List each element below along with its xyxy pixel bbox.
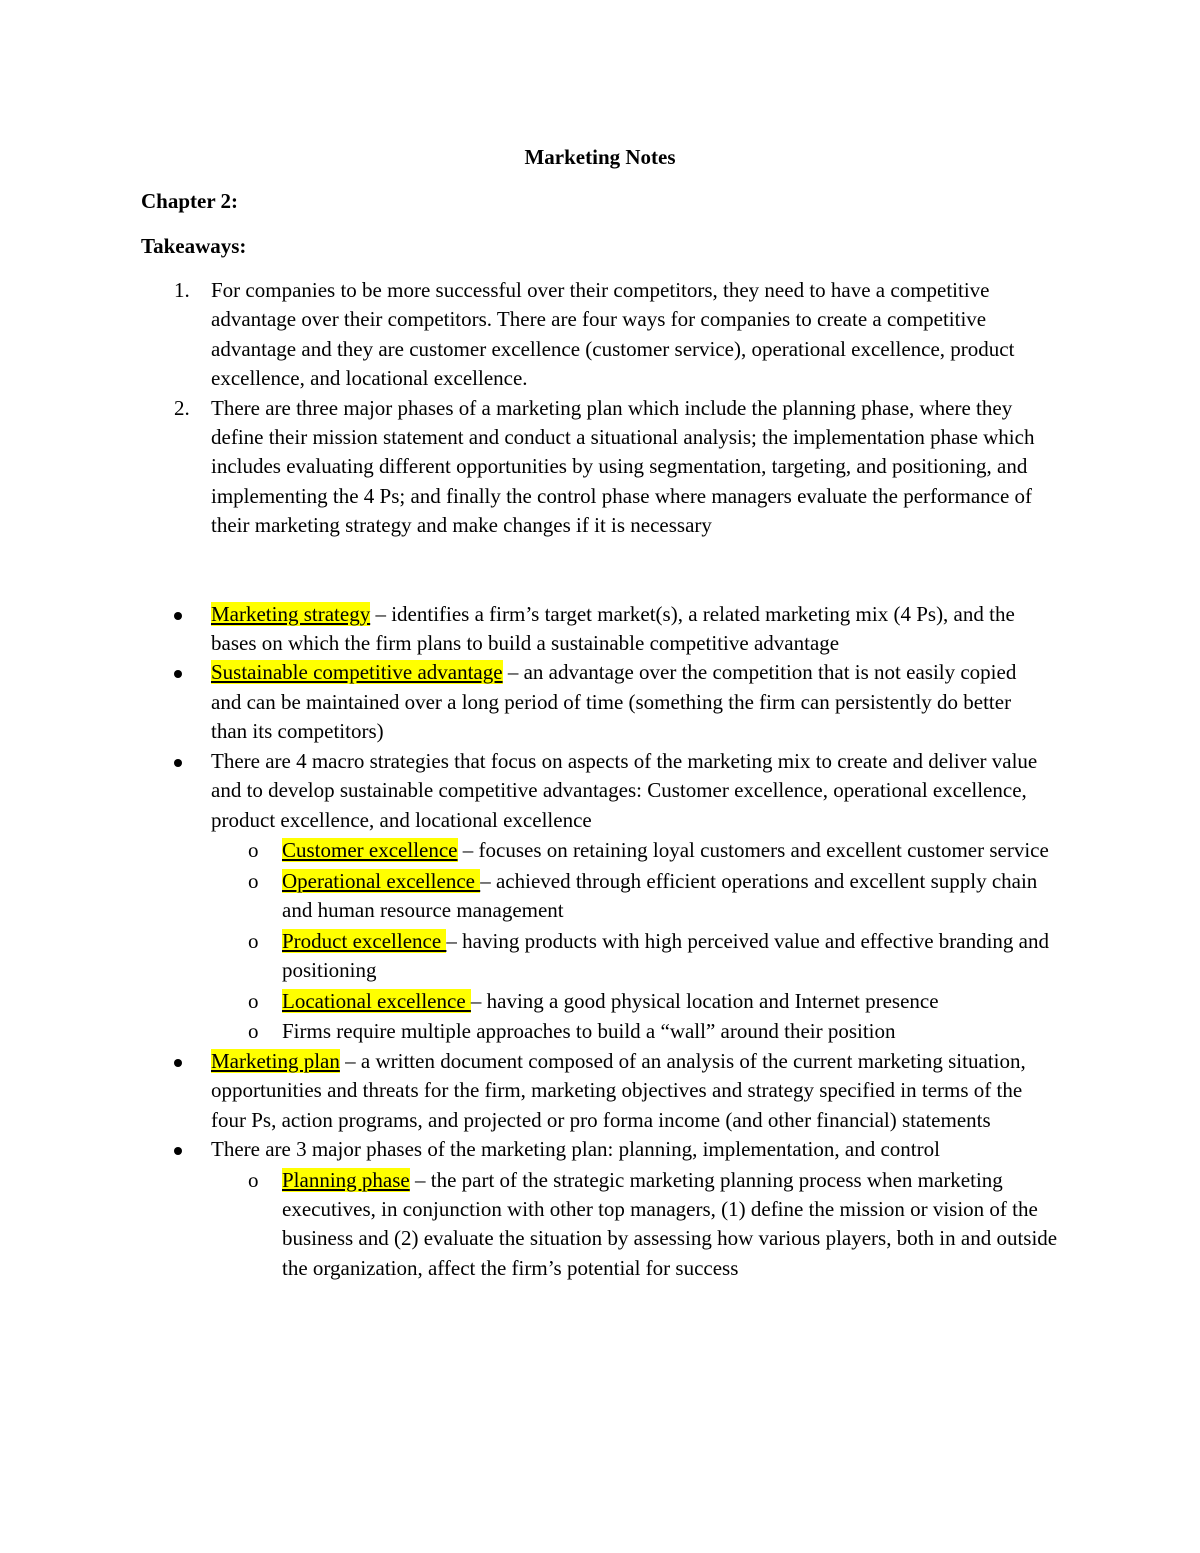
takeaways-heading: Takeaways: <box>141 234 247 258</box>
sub-bullet-item <box>0 1166 1067 1284</box>
bullet-item <box>0 600 1051 659</box>
sub-bullet-definition: – having a good physical location and Internet presence <box>470 988 939 1013</box>
highlighted-term: Operational excellence <box>282 868 481 893</box>
list-number: 1. <box>174 278 190 302</box>
document-body <box>0 276 1200 1283</box>
sub-bullet-item <box>0 927 1067 986</box>
sub-bullet-marker: o <box>248 988 259 1013</box>
numbered-list <box>0 276 1200 541</box>
bullet-icon <box>174 759 182 767</box>
sub-bullet-item <box>0 836 1067 865</box>
numbered-item <box>0 394 1051 541</box>
sub-bullet-item <box>0 987 1067 1016</box>
bullet-definition: – an advantage over the competition that is not easily copied and can be maintained over a long period of time (something the firm can persistently do better than its competitors) <box>211 660 1017 744</box>
highlighted-term: Marketing strategy <box>211 601 371 626</box>
sub-bullet-text: Firms require multiple approaches to build a “wall” around their position <box>282 1019 896 1044</box>
sub-bullet-definition: – having products with high perceived value and effective branding and positioning <box>282 928 1050 983</box>
chapter-heading: Chapter 2: <box>141 189 239 213</box>
highlighted-term: Customer excellence <box>282 838 458 863</box>
sub-bullet-definition: – focuses on retaining loyal customers and excellent customer service <box>457 838 1049 863</box>
bullet-definition: – identifies a firm’s target market(s), a related marketing mix (4 Ps), and the bases on which the firm plans to build a sustainable competitive advantage <box>211 601 1015 656</box>
numbered-item-text: There are three major phases of a marketing plan which include the planning phase, where they define their mission statement and conduct a situational analysis; the implementation phase which includes evaluating different opportunities by using segmentation, targeting, and positioning, and implementing the 4 Ps; and finally the control phase where managers evaluate the performance of their marketing strategy and make changes if it is necessary <box>211 395 1035 538</box>
sub-bullet-marker: o <box>248 928 259 953</box>
highlighted-term: Marketing plan <box>211 1048 340 1073</box>
highlighted-term: Locational excellence <box>282 988 471 1013</box>
numbered-item <box>0 276 1051 394</box>
bullet-item <box>0 1047 1051 1135</box>
bullet-icon <box>174 670 182 678</box>
sub-bullet-marker: o <box>248 868 259 893</box>
highlighted-term: Planning phase <box>282 1167 410 1192</box>
highlighted-term: Product excellence <box>282 928 447 953</box>
sub-bullet-item <box>0 1017 1067 1046</box>
sub-bullet-marker: o <box>248 838 259 863</box>
sub-bullet-item <box>0 867 1067 926</box>
list-number: 2. <box>174 395 190 420</box>
sub-bullet-definition: – achieved through efficient operations and excellent supply chain and human resource management <box>282 868 1038 923</box>
document-title: Marketing Notes <box>524 145 676 169</box>
bullet-item <box>0 747 1051 835</box>
highlighted-term: Sustainable competitive advantage <box>211 660 503 685</box>
bullet-item <box>0 1135 1051 1164</box>
bullet-icon <box>174 1147 182 1155</box>
bullet-text: There are 4 macro strategies that focus on aspects of the marketing mix to create and deliver value and to develop sustainable competitive advantages: Customer excellence, operational excellence, product excellence, and locational excellence <box>211 748 1038 832</box>
bullet-list <box>0 600 1200 1283</box>
sub-bullet-definition: – the part of the strategic marketing planning process when marketing executives, in conjunction with other top managers, (1) define the mission or vision of the business and (2) evaluate the situation by assessing how various players, both in and outside the organization, affect the firm’s potential for success <box>282 1167 1058 1280</box>
bullet-item <box>0 658 1051 746</box>
paragraph-spacer <box>0 541 1200 600</box>
bullet-text: There are 3 major phases of the marketing plan: planning, implementation, and control <box>211 1136 940 1161</box>
bullet-icon <box>174 612 182 620</box>
sub-bullet-marker: o <box>248 1167 259 1192</box>
bullet-icon <box>174 1059 182 1067</box>
sub-bullet-marker: o <box>248 1019 259 1044</box>
numbered-item-text: For companies to be more successful over their competitors, they need to have a competitive advantage over their competitors. There are four ways for companies to create a competitive advantage and they are customer excellence (customer service), operational excellence, product excellence, and locational excellence. <box>211 278 1015 391</box>
bullet-definition: – a written document composed of an analysis of the current marketing situation, opportunities and threats for the firm, marketing objectives and strategy specified in terms of the four Ps, action programs, and projected or pro forma income (and other financial) statements <box>211 1048 1026 1132</box>
